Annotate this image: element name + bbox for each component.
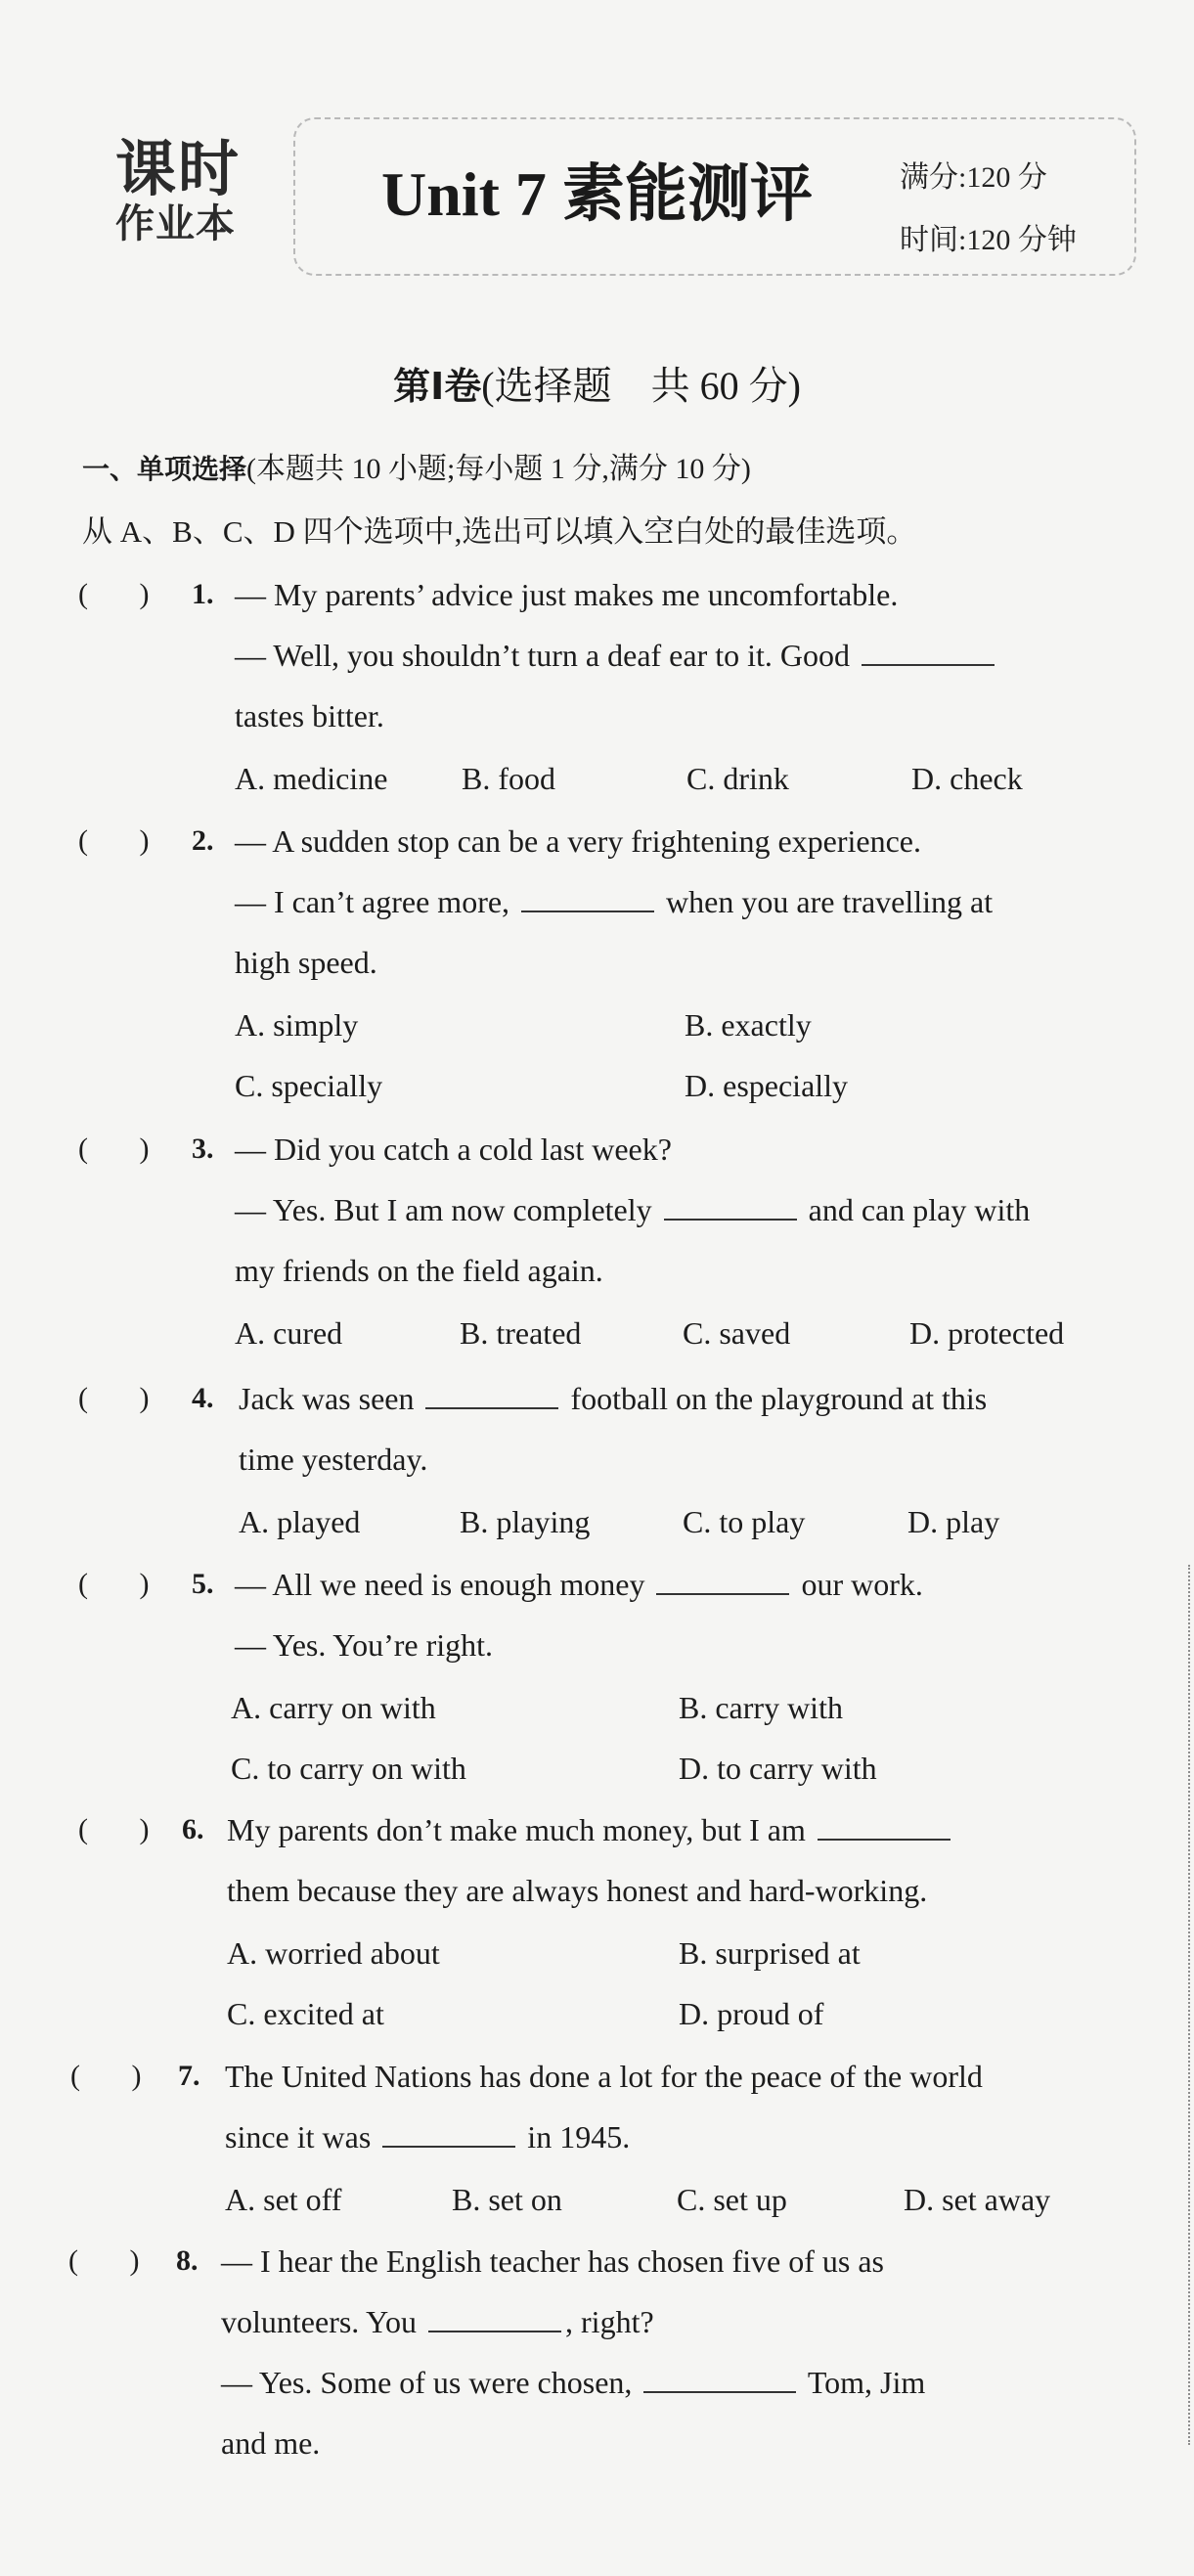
question-number: 7. [178, 2060, 200, 2092]
option-a[interactable]: A. simply [235, 1007, 359, 1043]
section-heading [82, 448, 751, 491]
answer-bracket[interactable]: ( ) [78, 1568, 150, 1600]
answer-blank [862, 635, 995, 666]
option-c[interactable]: C. set up [677, 2182, 787, 2217]
logo-line1: 课时 [115, 133, 242, 204]
publisher-logo [115, 133, 272, 246]
question-number: 6. [182, 1813, 204, 1845]
question-line: my friends on the field again. [235, 1253, 603, 1288]
unit-header-box [293, 117, 1136, 276]
answer-bracket[interactable]: ( ) [78, 578, 150, 610]
option-c[interactable]: C. specially [235, 1068, 383, 1103]
question-line: The United Nations has done a lot for the peace of the world [225, 2059, 983, 2094]
option-b[interactable]: B. carry with [679, 1690, 843, 1725]
option-b[interactable]: B. treated [460, 1315, 582, 1351]
option-b[interactable]: B. food [462, 761, 555, 796]
question-line: — Yes. But I am now completely and can play with [235, 1185, 1030, 1234]
option-d[interactable]: D. protected [909, 1315, 1065, 1351]
part-roman: 第Ⅰ卷 [393, 365, 482, 408]
logo-line2: 作业本 [115, 201, 236, 246]
question-line: volunteers. You , right? [221, 2297, 654, 2346]
answer-blank [664, 1189, 797, 1221]
answer-blank [382, 2116, 515, 2148]
answer-bracket[interactable]: ( ) [78, 1813, 150, 1845]
option-d[interactable]: D. proud of [679, 1996, 824, 2031]
answer-bracket[interactable]: ( ) [68, 2244, 140, 2277]
question-line: — Yes. You’re right. [235, 1627, 494, 1663]
section-note: (本题共 10 小题;每小题 1 分,满分 10 分) [246, 453, 751, 485]
answer-bracket[interactable]: ( ) [78, 824, 150, 857]
answer-bracket[interactable]: ( ) [78, 1133, 150, 1165]
question-number: 3. [192, 1133, 214, 1165]
question-line: — Did you catch a cold last week? [235, 1132, 672, 1167]
option-a[interactable]: A. set off [225, 2182, 342, 2217]
question-line: time yesterday. [239, 1442, 428, 1477]
option-b[interactable]: B. set on [452, 2182, 562, 2217]
option-d[interactable]: D. set away [904, 2182, 1051, 2217]
option-d[interactable]: D. play [907, 1504, 1000, 1539]
answer-bracket[interactable]: ( ) [78, 1382, 150, 1414]
question-line: since it was in 1945. [225, 2112, 630, 2161]
option-a[interactable]: A. played [239, 1504, 361, 1539]
option-a[interactable]: A. cured [235, 1315, 343, 1351]
option-b[interactable]: B. surprised at [679, 1935, 861, 1971]
option-a[interactable]: A. carry on with [231, 1690, 436, 1725]
answer-blank [818, 1809, 951, 1841]
question-line: — Well, you shouldn’t turn a deaf ear to it. Good [235, 631, 998, 680]
page-edge-divider [1186, 1565, 1190, 2445]
option-d[interactable]: D. check [911, 761, 1023, 796]
answer-blank [425, 1378, 558, 1409]
question-line: — My parents’ advice just makes me uncomfortable. [235, 577, 899, 612]
question-line: high speed. [235, 945, 377, 980]
part-desc: (选择题 共 60 分) [481, 364, 801, 408]
question-line: — All we need is enough money our work. [235, 1560, 923, 1609]
question-line: — A sudden stop can be a very frightening experience. [235, 823, 921, 859]
option-c[interactable]: C. saved [683, 1315, 791, 1351]
question-number: 1. [192, 578, 214, 610]
full-score: 满分:120 分 [900, 161, 1047, 194]
question-line: My parents don’t make much money, but I am [227, 1805, 954, 1854]
section-label: 一、单项选择 [82, 453, 247, 485]
section-instruction: 从 A、B、C、D 四个选项中,选出可以填入空白处的最佳选项。 [82, 514, 917, 549]
option-c[interactable]: C. to carry on with [231, 1751, 466, 1786]
answer-bracket[interactable]: ( ) [70, 2060, 142, 2092]
answer-blank [656, 1564, 789, 1595]
time-limit: 时间:120 分钟 [900, 224, 1077, 256]
question-line: — I hear the English teacher has chosen five of us as [221, 2243, 884, 2279]
part-title [0, 362, 1194, 411]
answer-blank [428, 2301, 561, 2332]
unit-title: Unit 7 素能测评 [381, 159, 813, 229]
option-d[interactable]: D. to carry with [679, 1751, 877, 1786]
option-a[interactable]: A. medicine [235, 761, 388, 796]
question-number: 5. [192, 1568, 214, 1600]
option-d[interactable]: D. especially [685, 1068, 849, 1103]
option-b[interactable]: B. playing [460, 1504, 591, 1539]
question-line: — I can’t agree more, when you are travelling at [235, 877, 993, 926]
question-line: and me. [221, 2425, 321, 2461]
header-meta [900, 147, 1077, 272]
option-c[interactable]: C. to play [683, 1504, 806, 1539]
question-line: Jack was seen football on the playground at this [239, 1374, 987, 1423]
option-a[interactable]: A. worried about [227, 1935, 440, 1971]
question-number: 2. [192, 824, 214, 857]
answer-blank [521, 881, 654, 912]
option-c[interactable]: C. excited at [227, 1996, 384, 2031]
answer-blank [643, 2362, 796, 2393]
question-line: tastes bitter. [235, 698, 384, 733]
option-b[interactable]: B. exactly [685, 1007, 812, 1043]
question-number: 4. [192, 1382, 214, 1414]
option-c[interactable]: C. drink [686, 761, 789, 796]
question-line: — Yes. Some of us were chosen, Tom, Jim [221, 2358, 925, 2407]
question-number: 8. [176, 2244, 199, 2277]
question-line: them because they are always honest and hard-working. [227, 1873, 928, 1908]
